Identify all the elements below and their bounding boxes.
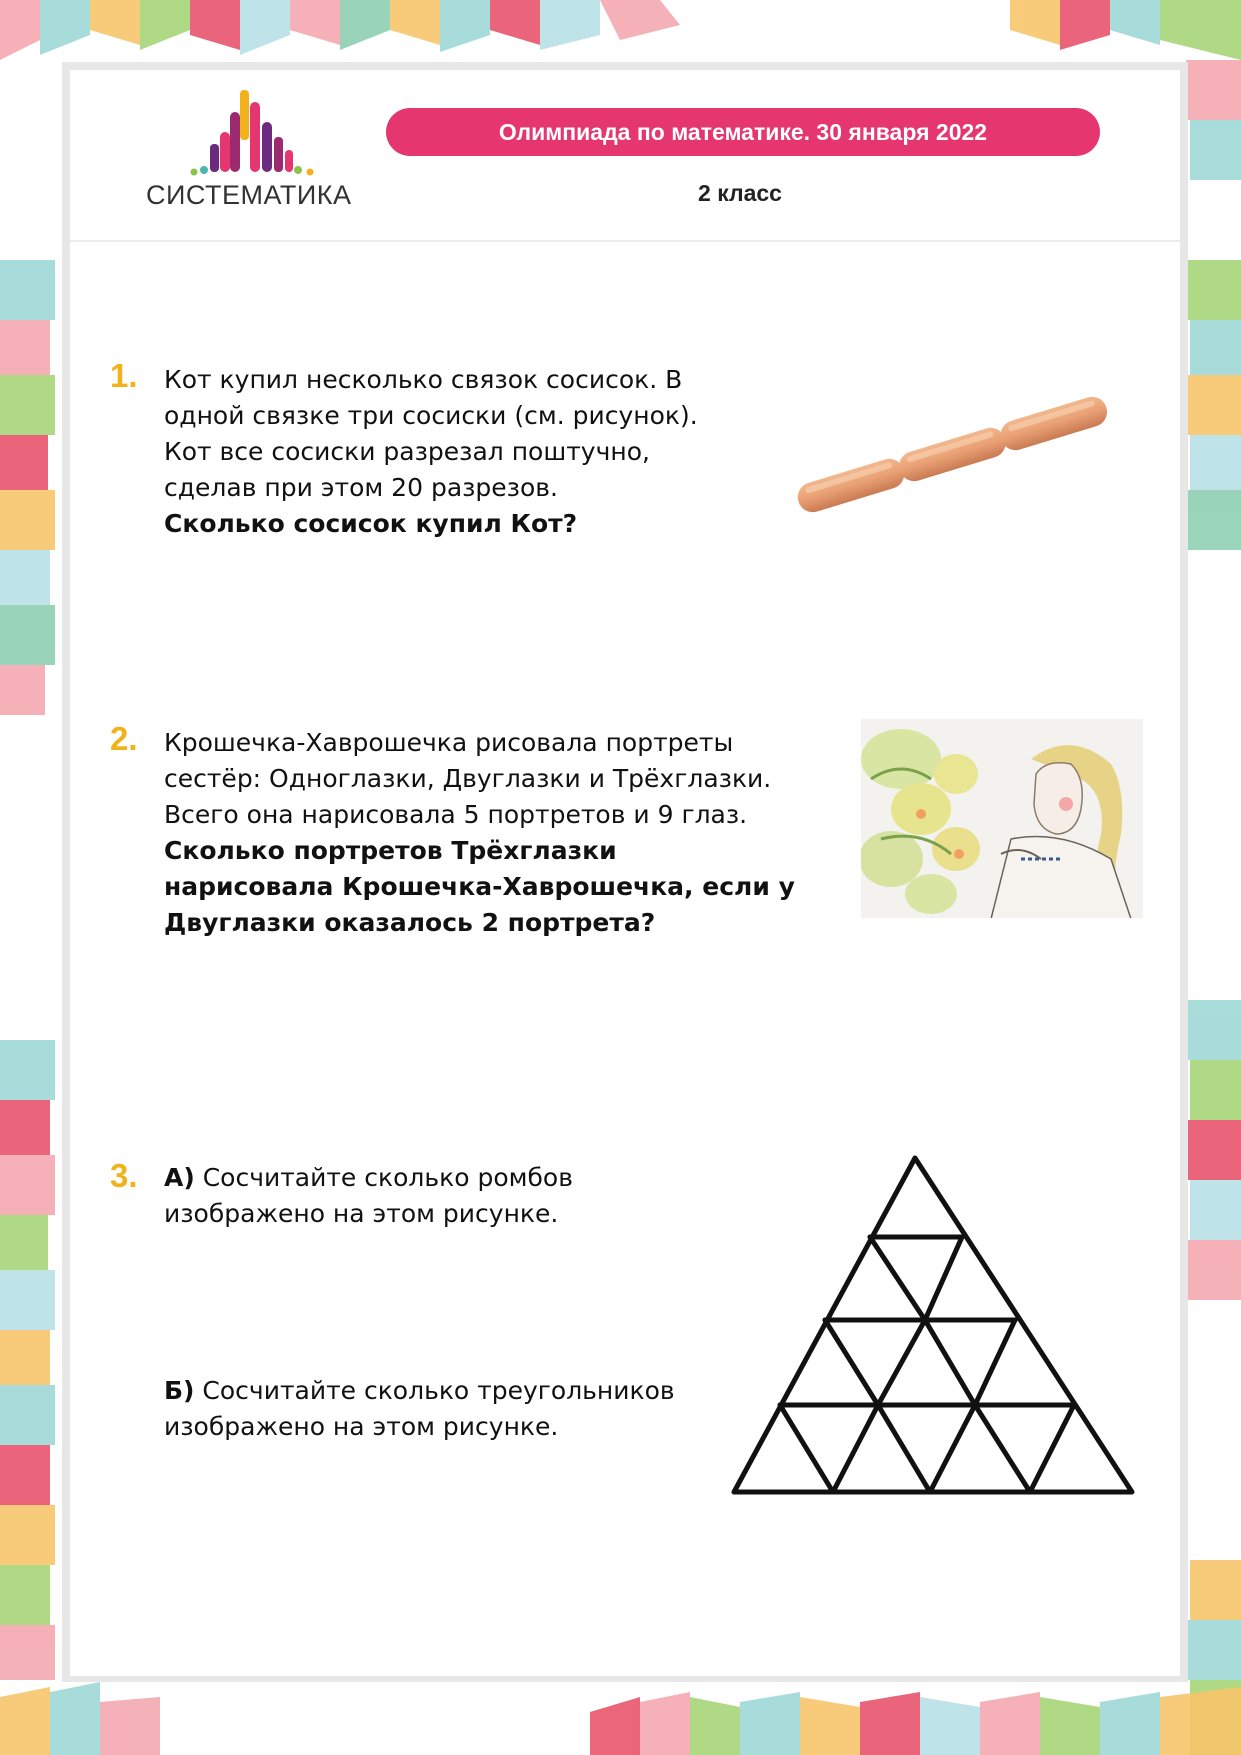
- grade-label: 2 класс: [698, 180, 782, 206]
- question-3-part-b: [164, 1373, 724, 1445]
- question-2-question-line: Сколько портретов Трёхглазки: [164, 836, 617, 865]
- question-1-line: одной связке три сосиски (см. рисунок).: [164, 401, 698, 430]
- decorative-cubes-left: [0, 260, 62, 1680]
- question-1-number: 1.: [110, 357, 138, 394]
- question-3-number: 3.: [110, 1157, 138, 1194]
- decorative-cubes-bottom: [0, 1682, 1241, 1755]
- olympiad-title-banner: Олимпиада по математике. 30 января 2022: [386, 108, 1100, 156]
- question-3-part-a: [164, 1160, 724, 1232]
- question-2-text: [164, 725, 854, 941]
- part-a-text: Сосчитайте сколько ромбов: [194, 1163, 573, 1192]
- part-a-text-line2: изображено на этом рисунке.: [164, 1199, 559, 1228]
- question-1-question: Сколько сосисок купил Кот?: [164, 509, 578, 538]
- sausage-illustration-icon: [780, 380, 1120, 520]
- part-b-text-line2: изображено на этом рисунке.: [164, 1412, 559, 1441]
- part-b-label: Б): [164, 1376, 195, 1405]
- question-1-text: [164, 362, 764, 542]
- question-2-line: сестёр: Одноглазки, Двуглазки и Трёхглазки.: [164, 764, 772, 793]
- question-1-line: Кот купил несколько связок сосисок. В: [164, 365, 683, 394]
- girl-portrait-illustration-icon: [861, 719, 1143, 918]
- question-1-line: Кот все сосиски разрезал поштучно,: [164, 437, 650, 466]
- question-2-question-line: Двуглазки оказалось 2 портрета?: [164, 908, 656, 937]
- question-2-question-line: нарисовала Крошечка-Хаврошечка, если у: [164, 872, 795, 901]
- header-divider: [70, 240, 1180, 242]
- question-2-line: Крошечка-Хаврошечка рисовала портреты: [164, 728, 734, 757]
- part-a-label: А): [164, 1163, 195, 1192]
- question-2-number: 2.: [110, 720, 138, 757]
- logo-text: СИСТЕМАТИКА: [146, 180, 352, 210]
- question-2-line: Всего она нарисовала 5 портретов и 9 глаз.: [164, 800, 748, 829]
- triangle-grid-figure-icon: [730, 1150, 1140, 1500]
- part-b-text: Сосчитайте сколько треугольников: [194, 1376, 675, 1405]
- decorative-cubes-top: [0, 0, 1241, 70]
- question-1-line: сделав при этом 20 разрезов.: [164, 473, 558, 502]
- decorative-cubes-right: [1180, 0, 1241, 1755]
